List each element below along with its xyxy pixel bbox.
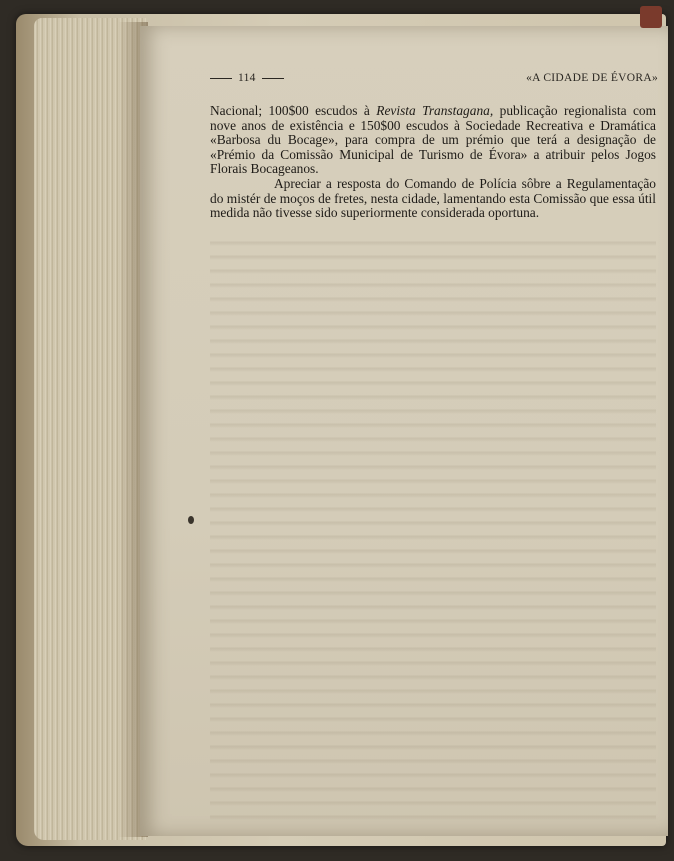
header-dash-right (262, 78, 284, 79)
running-title: «A CIDADE DE ÉVORA» (526, 72, 658, 84)
ink-spot (188, 516, 194, 524)
paragraph-2: Apreciar a resposta do Comando de Polícia sôbre a Regulamentação do mistér de moços de fretes, nesta cidade, lamentando esta Comissão que essa útil medida não tivesse sido superiormente considerada oportuna. (210, 175, 656, 221)
paragraph-1-start: Nacional; 100$00 escudos à (210, 103, 377, 118)
page-header (210, 72, 658, 90)
body-text (210, 104, 656, 221)
page-number: 114 (238, 72, 256, 84)
paragraph-1-rest: publicação regionalista com nove anos de existência e 150$00 escudos à Sociedade Recreativa e Dramática «Barbosa du Bocage», para compra de um prémio que terá a designação de «Prémio da Comissão Municipal de Turismo de Évora» a atribuir pelos Jogos Florais Bocageanos. (210, 103, 657, 177)
journal-title-italic: Revista Transtagana, (376, 103, 494, 118)
show-through-text (210, 232, 656, 822)
bookmark-ribbon (640, 6, 662, 28)
header-dash-left (210, 78, 232, 79)
paragraph-1 (210, 104, 656, 177)
